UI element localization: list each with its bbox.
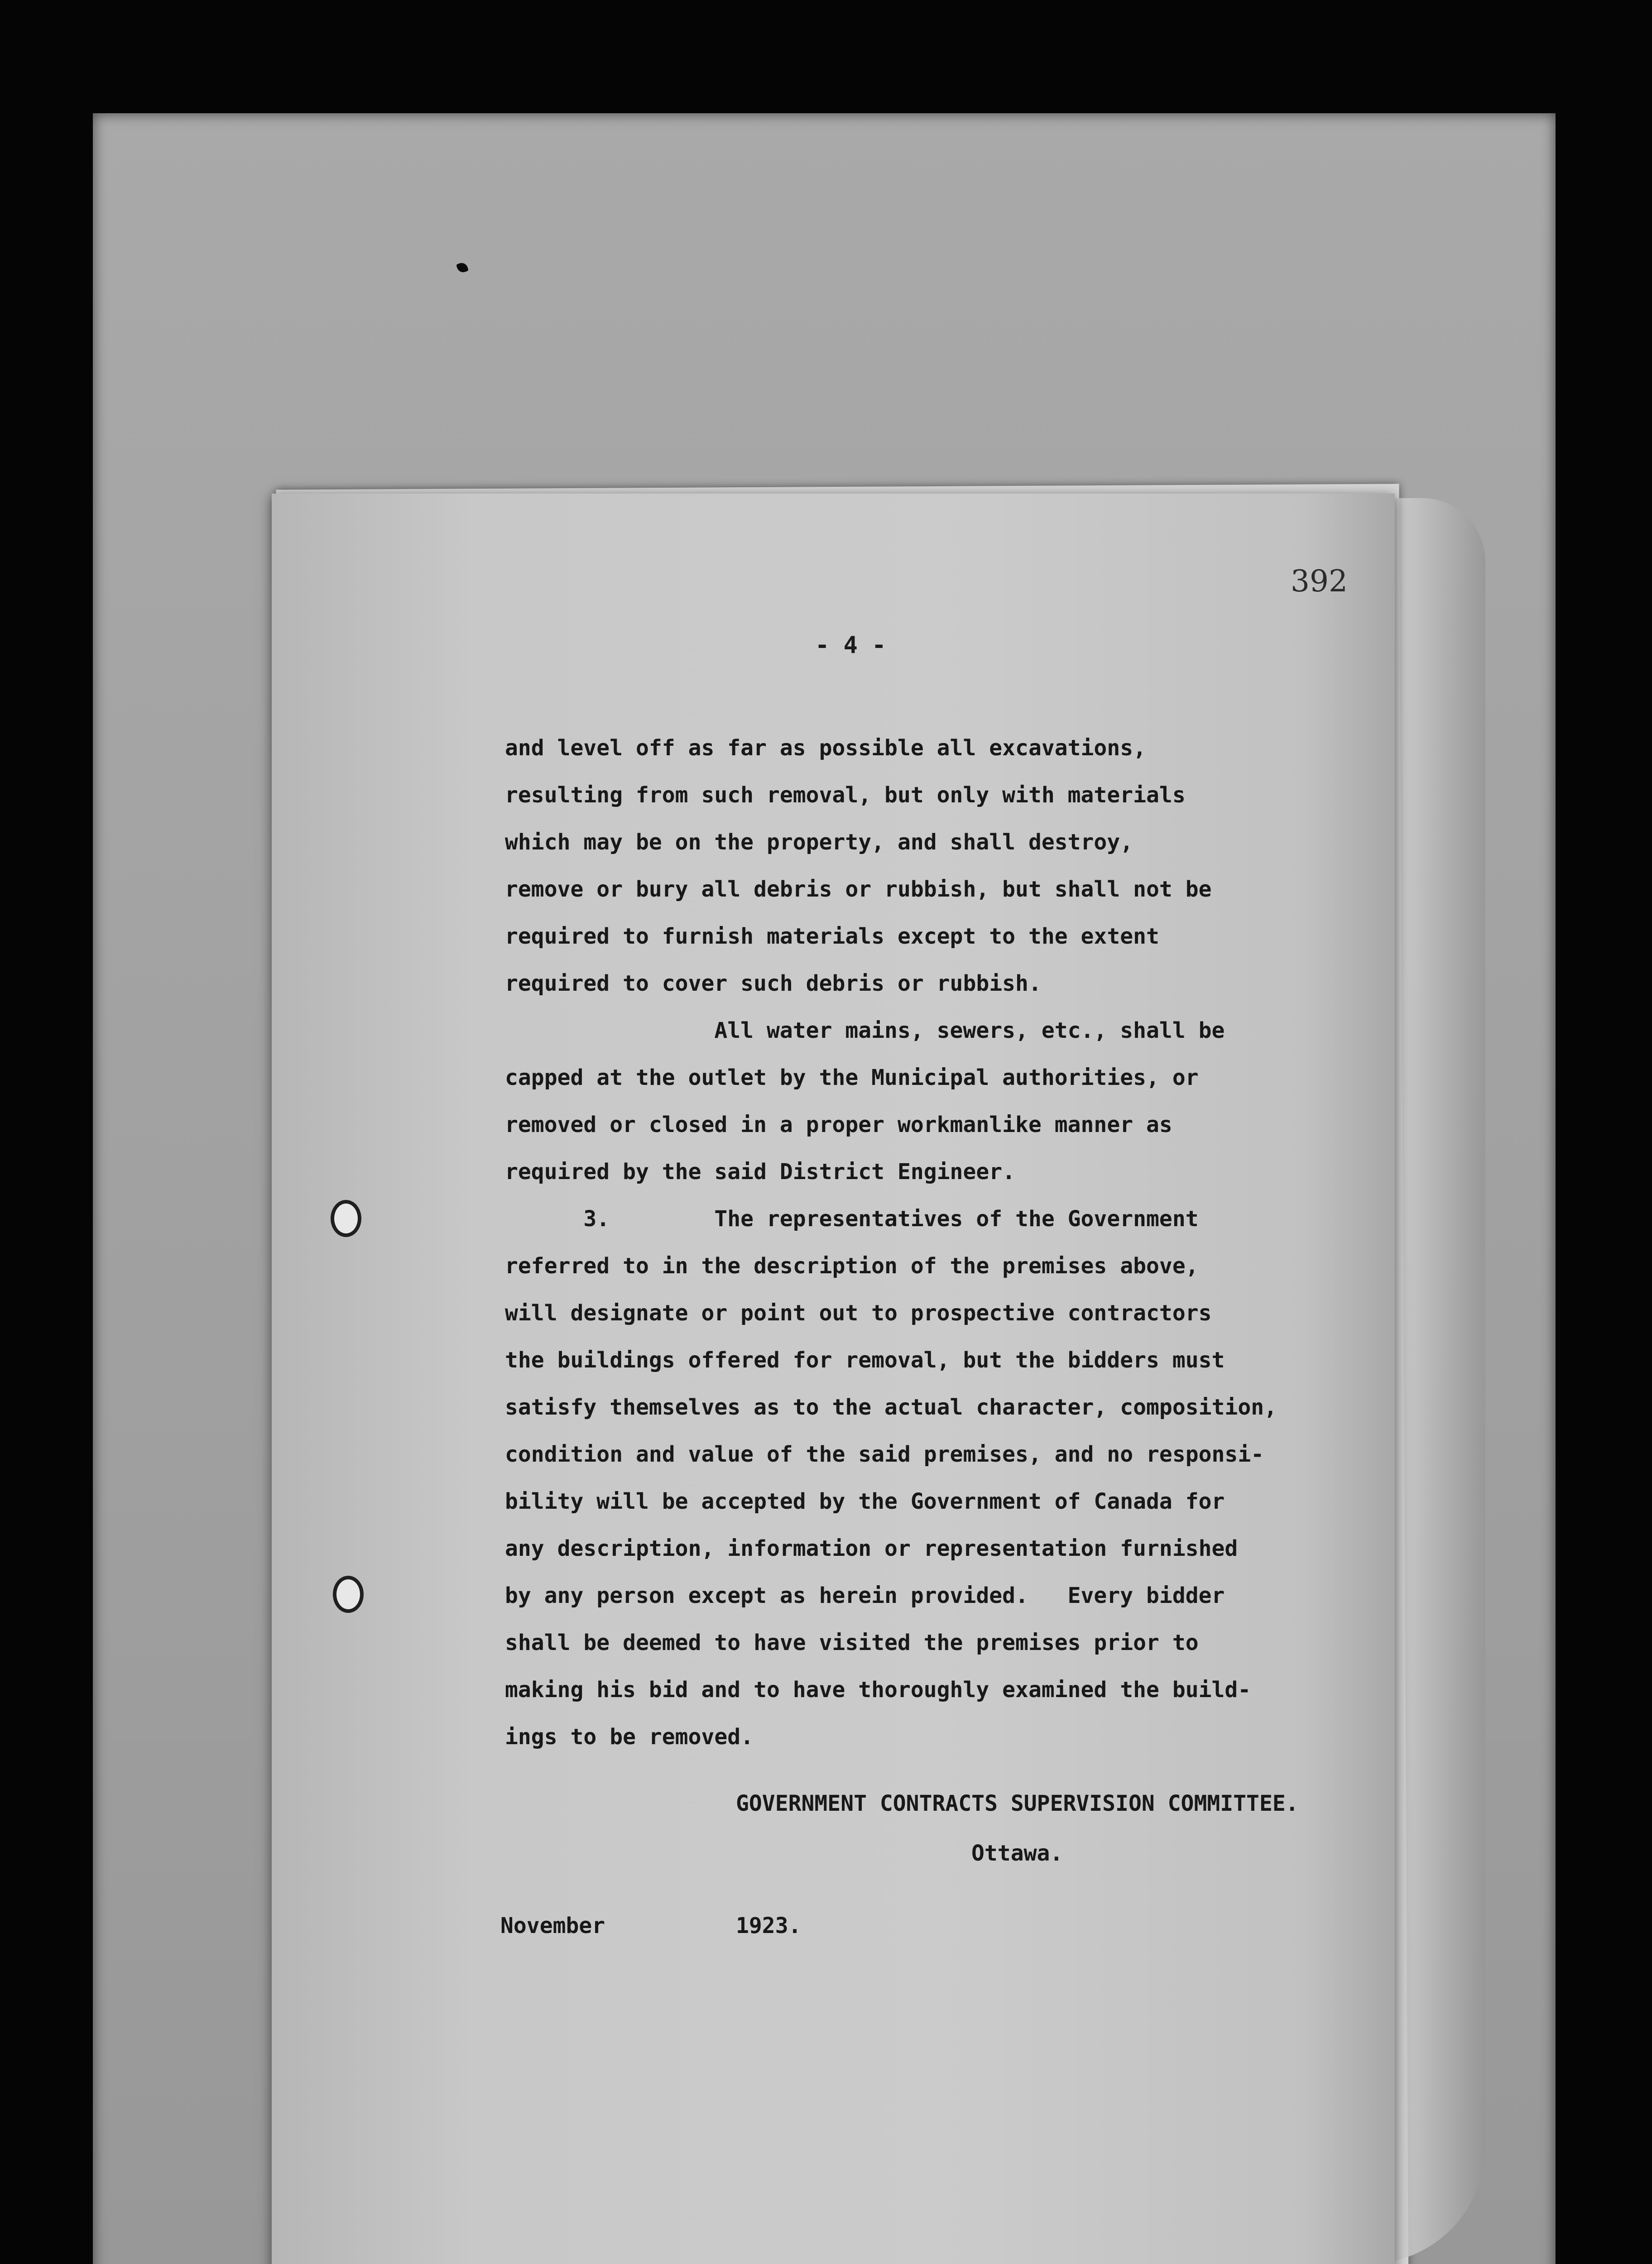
body-line: capped at the outlet by the Municipal authorities, or [505,1065,1199,1090]
body-line: condition and value of the said premises, and no responsi- [505,1442,1264,1467]
body-line: shall be deemed to have visited the premises prior to [505,1630,1199,1655]
body-line: required to cover such debris or rubbish. [505,971,1042,996]
body-line: bility will be accepted by the Government of Canada for [505,1489,1225,1514]
punch-hole-bottom [333,1576,364,1613]
body-line: remove or bury all debris or rubbish, but shall not be [505,877,1212,902]
body-line: removed or closed in a proper workmanlike manner as [505,1112,1172,1137]
body-line: any description, information or representation furnished [505,1536,1238,1561]
body-line: and level off as far as possible all excavations, [505,735,1147,761]
body-line: the buildings offered for removal, but the bidders must [505,1348,1225,1373]
body-line: ings to be removed. [505,1724,754,1750]
body-line: All water mains, sewers, etc., shall be [505,1018,1225,1043]
signature-city: Ottawa. [971,1841,1063,1866]
body-line: referred to in the description of the premises above, [505,1253,1199,1279]
body-line: required by the said District Engineer. [505,1159,1016,1185]
body-line: required to furnish materials except to the extent [505,924,1159,949]
body-line: which may be on the property, and shall destroy, [505,830,1133,855]
body-line: resulting from such removal, but only with materials [505,782,1186,808]
body-line: by any person except as herein provided. Every bidder [505,1583,1225,1608]
page-number: 392 [1291,564,1348,599]
body-line: making his bid and to have thoroughly examined the build- [505,1677,1251,1703]
date-month: November [500,1913,605,1938]
body-line: will designate or point out to prospective contractors [505,1300,1212,1326]
body-line: satisfy themselves as to the actual character, composition, [505,1395,1277,1420]
body-text [505,724,1277,1760]
date-year: 1923. [736,1913,802,1938]
signature-committee: GOVERNMENT CONTRACTS SUPERVISION COMMITTEE. [736,1791,1299,1816]
section-header: - 4 - [815,632,886,659]
body-line: 3. The representatives of the Government [505,1206,1199,1232]
punch-hole-top [331,1200,361,1237]
